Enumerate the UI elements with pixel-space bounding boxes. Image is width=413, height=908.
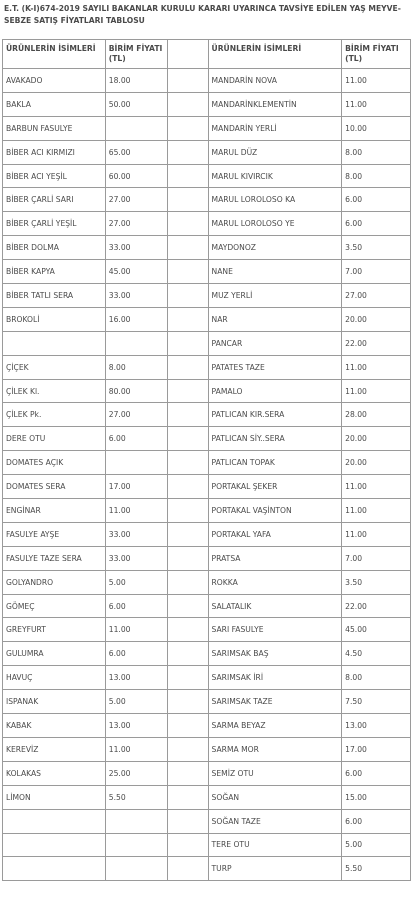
- product-name-right: MARUL LOROLOSO KA: [208, 188, 342, 212]
- unit-price-right: 27.00: [342, 284, 411, 308]
- unit-price-right: 7.00: [342, 546, 411, 570]
- table-row: [3, 403, 411, 427]
- unit-price-left: 27.00: [105, 212, 168, 236]
- unit-price-right: 11.00: [342, 522, 411, 546]
- product-name-right: ROKKA: [208, 570, 342, 594]
- unit-price-right: 20.00: [342, 427, 411, 451]
- price-table: [2, 39, 411, 881]
- product-name-right: MARUL DÜZ: [208, 140, 342, 164]
- page-title: E.T. (K-I)674-2019 SAYILI BAKANLAR KURULU KARARI UYARINCA TAVSİYE EDİLEN YAŞ MEYVE-SEBZE SATIŞ FİYATLARI TABLOSU: [4, 4, 401, 25]
- spacer-cell: [168, 475, 208, 499]
- unit-price-left: 11.00: [105, 737, 168, 761]
- spacer-cell: [168, 690, 208, 714]
- spacer-cell: [168, 188, 208, 212]
- unit-price-right: 11.00: [342, 355, 411, 379]
- unit-price-right: 22.00: [342, 331, 411, 355]
- product-name-right: SARIMSAK BAŞ: [208, 642, 342, 666]
- product-name-left: [3, 809, 106, 833]
- product-name-left: AVAKADO: [3, 69, 106, 93]
- table-row: [3, 666, 411, 690]
- spacer-cell: [168, 355, 208, 379]
- spacer-cell: [168, 164, 208, 188]
- unit-price-left: [105, 809, 168, 833]
- spacer-cell: [168, 809, 208, 833]
- spacer-cell: [168, 499, 208, 523]
- product-name-right: TURP: [208, 857, 342, 881]
- unit-price-left: 13.00: [105, 714, 168, 738]
- unit-price-left: 33.00: [105, 522, 168, 546]
- header-product-name-left: ÜRÜNLERİN İSİMLERİ: [3, 40, 106, 69]
- spacer-cell: [168, 833, 208, 857]
- unit-price-right: 10.00: [342, 116, 411, 140]
- table-row: [3, 522, 411, 546]
- product-name-left: BAKLA: [3, 92, 106, 116]
- unit-price-right: 5.50: [342, 857, 411, 881]
- table-row: [3, 164, 411, 188]
- product-name-right: MARUL KIVIRCIK: [208, 164, 342, 188]
- product-name-left: LİMON: [3, 785, 106, 809]
- unit-price-right: 6.00: [342, 212, 411, 236]
- spacer-cell: [168, 284, 208, 308]
- unit-price-left: 18.00: [105, 69, 168, 93]
- table-row: [3, 331, 411, 355]
- unit-price-right: 11.00: [342, 499, 411, 523]
- table-row: [3, 785, 411, 809]
- product-name-left: BROKOLİ: [3, 307, 106, 331]
- product-name-right: TERE OTU: [208, 833, 342, 857]
- table-row: [3, 260, 411, 284]
- unit-price-left: 33.00: [105, 546, 168, 570]
- product-name-left: BİBER ACI YEŞİL: [3, 164, 106, 188]
- product-name-right: SARMA BEYAZ: [208, 714, 342, 738]
- unit-price-left: 11.00: [105, 499, 168, 523]
- spacer-cell: [168, 642, 208, 666]
- product-name-right: MANDARİN NOVA: [208, 69, 342, 93]
- product-name-left: GULUMRA: [3, 642, 106, 666]
- table-row: [3, 714, 411, 738]
- table-row: [3, 236, 411, 260]
- product-name-left: [3, 857, 106, 881]
- product-name-left: ÇİLEK Pk.: [3, 403, 106, 427]
- table-row: [3, 188, 411, 212]
- unit-price-left: 16.00: [105, 307, 168, 331]
- unit-price-right: 5.00: [342, 833, 411, 857]
- table-row: [3, 833, 411, 857]
- table-row: [3, 427, 411, 451]
- table-row: [3, 857, 411, 881]
- product-name-left: BİBER TATLI SERA: [3, 284, 106, 308]
- product-name-right: MANDARİN YERLİ: [208, 116, 342, 140]
- product-name-right: SOĞAN TAZE: [208, 809, 342, 833]
- product-name-left: GÖMEÇ: [3, 594, 106, 618]
- spacer-cell: [168, 92, 208, 116]
- spacer-cell: [168, 522, 208, 546]
- spacer-cell: [168, 666, 208, 690]
- unit-price-left: 17.00: [105, 475, 168, 499]
- spacer-cell: [168, 714, 208, 738]
- product-name-left: ISPANAK: [3, 690, 106, 714]
- table-row: [3, 618, 411, 642]
- spacer-cell: [168, 737, 208, 761]
- spacer-cell: [168, 236, 208, 260]
- product-name-left: BARBUN FASULYE: [3, 116, 106, 140]
- spacer-cell: [168, 427, 208, 451]
- spacer-cell: [168, 785, 208, 809]
- unit-price-left: 5.50: [105, 785, 168, 809]
- product-name-right: SOĞAN: [208, 785, 342, 809]
- product-name-right: PATLICAN KIR.SERA: [208, 403, 342, 427]
- spacer-cell: [168, 594, 208, 618]
- header-unit-price-left: BİRİM FİYATI (TL): [105, 40, 168, 69]
- table-row: [3, 475, 411, 499]
- product-name-right: NAR: [208, 307, 342, 331]
- table-row: [3, 284, 411, 308]
- unit-price-left: 5.00: [105, 570, 168, 594]
- product-name-right: PANCAR: [208, 331, 342, 355]
- unit-price-right: 11.00: [342, 379, 411, 403]
- table-row: [3, 116, 411, 140]
- table-row: [3, 594, 411, 618]
- unit-price-left: 11.00: [105, 618, 168, 642]
- product-name-right: PORTAKAL ŞEKER: [208, 475, 342, 499]
- unit-price-left: [105, 833, 168, 857]
- spacer-cell: [168, 761, 208, 785]
- spacer-cell: [168, 116, 208, 140]
- table-row: [3, 69, 411, 93]
- unit-price-right: 6.00: [342, 188, 411, 212]
- product-name-right: SARIMSAK TAZE: [208, 690, 342, 714]
- product-name-left: KEREVİZ: [3, 737, 106, 761]
- unit-price-right: 28.00: [342, 403, 411, 427]
- unit-price-left: 6.00: [105, 427, 168, 451]
- unit-price-left: 33.00: [105, 236, 168, 260]
- table-row: [3, 809, 411, 833]
- unit-price-right: 17.00: [342, 737, 411, 761]
- product-name-right: PORTAKAL YAFA: [208, 522, 342, 546]
- unit-price-right: 7.00: [342, 260, 411, 284]
- unit-price-right: 7.50: [342, 690, 411, 714]
- spacer-cell: [168, 307, 208, 331]
- header-unit-price-right: BİRİM FİYATI (TL): [342, 40, 411, 69]
- unit-price-left: [105, 451, 168, 475]
- header-spacer: [168, 40, 208, 69]
- product-name-left: KOLAKAS: [3, 761, 106, 785]
- product-name-right: MARUL LOROLOSO YE: [208, 212, 342, 236]
- product-name-right: SEMİZ OTU: [208, 761, 342, 785]
- unit-price-right: 3.50: [342, 570, 411, 594]
- product-name-left: GREYFURT: [3, 618, 106, 642]
- unit-price-right: 20.00: [342, 307, 411, 331]
- table-row: [3, 92, 411, 116]
- unit-price-left: 6.00: [105, 594, 168, 618]
- product-name-left: FASULYE AYŞE: [3, 522, 106, 546]
- product-name-left: DOMATES SERA: [3, 475, 106, 499]
- product-name-left: ENGİNAR: [3, 499, 106, 523]
- table-row: [3, 546, 411, 570]
- product-name-left: DERE OTU: [3, 427, 106, 451]
- product-name-right: SARI FASULYE: [208, 618, 342, 642]
- unit-price-right: 6.00: [342, 809, 411, 833]
- product-name-left: FASULYE TAZE SERA: [3, 546, 106, 570]
- unit-price-left: 8.00: [105, 355, 168, 379]
- table-row: [3, 355, 411, 379]
- product-name-right: MUZ YERLİ: [208, 284, 342, 308]
- spacer-cell: [168, 140, 208, 164]
- product-name-right: SALATALIK: [208, 594, 342, 618]
- product-name-left: HAVUÇ: [3, 666, 106, 690]
- unit-price-right: 8.00: [342, 140, 411, 164]
- product-name-right: PRATSA: [208, 546, 342, 570]
- product-name-right: PATLICAN TOPAK: [208, 451, 342, 475]
- unit-price-left: 60.00: [105, 164, 168, 188]
- product-name-left: [3, 331, 106, 355]
- table-row: [3, 690, 411, 714]
- product-name-right: SARMA MOR: [208, 737, 342, 761]
- unit-price-right: 8.00: [342, 666, 411, 690]
- unit-price-left: 25.00: [105, 761, 168, 785]
- spacer-cell: [168, 379, 208, 403]
- product-name-left: ÇİLEK Kl.: [3, 379, 106, 403]
- product-name-left: ÇİÇEK: [3, 355, 106, 379]
- table-body: [3, 69, 411, 881]
- table-header-row: [3, 40, 411, 69]
- unit-price-left: 50.00: [105, 92, 168, 116]
- table-row: [3, 499, 411, 523]
- product-name-left: DOMATES AÇIK: [3, 451, 106, 475]
- spacer-cell: [168, 69, 208, 93]
- table-row: [3, 140, 411, 164]
- product-name-left: BİBER DOLMA: [3, 236, 106, 260]
- product-name-right: PORTAKAL VAŞİNTON: [208, 499, 342, 523]
- table-row: [3, 307, 411, 331]
- table-row: [3, 379, 411, 403]
- unit-price-left: 33.00: [105, 284, 168, 308]
- product-name-left: [3, 833, 106, 857]
- unit-price-right: 22.00: [342, 594, 411, 618]
- unit-price-right: 6.00: [342, 761, 411, 785]
- spacer-cell: [168, 570, 208, 594]
- product-name-left: BİBER ÇARLİ YEŞİL: [3, 212, 106, 236]
- product-name-right: SARIMSAK İRİ: [208, 666, 342, 690]
- unit-price-right: 4.50: [342, 642, 411, 666]
- spacer-cell: [168, 260, 208, 284]
- unit-price-right: 11.00: [342, 475, 411, 499]
- unit-price-left: 80.00: [105, 379, 168, 403]
- product-name-left: KABAK: [3, 714, 106, 738]
- table-row: [3, 761, 411, 785]
- unit-price-left: 45.00: [105, 260, 168, 284]
- spacer-cell: [168, 857, 208, 881]
- unit-price-right: 13.00: [342, 714, 411, 738]
- product-name-right: MANDARİNKLEMENTİN: [208, 92, 342, 116]
- unit-price-right: 15.00: [342, 785, 411, 809]
- spacer-cell: [168, 451, 208, 475]
- unit-price-left: 65.00: [105, 140, 168, 164]
- unit-price-right: 11.00: [342, 69, 411, 93]
- table-row: [3, 642, 411, 666]
- unit-price-right: 8.00: [342, 164, 411, 188]
- spacer-cell: [168, 618, 208, 642]
- unit-price-left: [105, 116, 168, 140]
- product-name-left: BİBER ÇARLİ SARI: [3, 188, 106, 212]
- product-name-right: NANE: [208, 260, 342, 284]
- unit-price-right: 11.00: [342, 92, 411, 116]
- spacer-cell: [168, 212, 208, 236]
- product-name-right: PAMALO: [208, 379, 342, 403]
- unit-price-left: 6.00: [105, 642, 168, 666]
- spacer-cell: [168, 403, 208, 427]
- unit-price-left: 27.00: [105, 403, 168, 427]
- table-row: [3, 737, 411, 761]
- unit-price-left: [105, 331, 168, 355]
- product-name-right: PATATES TAZE: [208, 355, 342, 379]
- spacer-cell: [168, 331, 208, 355]
- product-name-right: MAYDONOZ: [208, 236, 342, 260]
- unit-price-right: 3.50: [342, 236, 411, 260]
- unit-price-right: 45.00: [342, 618, 411, 642]
- unit-price-left: 13.00: [105, 666, 168, 690]
- table-row: [3, 570, 411, 594]
- table-row: [3, 451, 411, 475]
- unit-price-right: 20.00: [342, 451, 411, 475]
- product-name-right: PATLICAN SİY..SERA: [208, 427, 342, 451]
- spacer-cell: [168, 546, 208, 570]
- product-name-left: GOLYANDRO: [3, 570, 106, 594]
- unit-price-left: 27.00: [105, 188, 168, 212]
- product-name-left: BİBER KAPYA: [3, 260, 106, 284]
- header-product-name-right: ÜRÜNLERİN İSİMLERİ: [208, 40, 342, 69]
- unit-price-left: 5.00: [105, 690, 168, 714]
- table-row: [3, 212, 411, 236]
- unit-price-left: [105, 857, 168, 881]
- product-name-left: BİBER ACI KIRMIZI: [3, 140, 106, 164]
